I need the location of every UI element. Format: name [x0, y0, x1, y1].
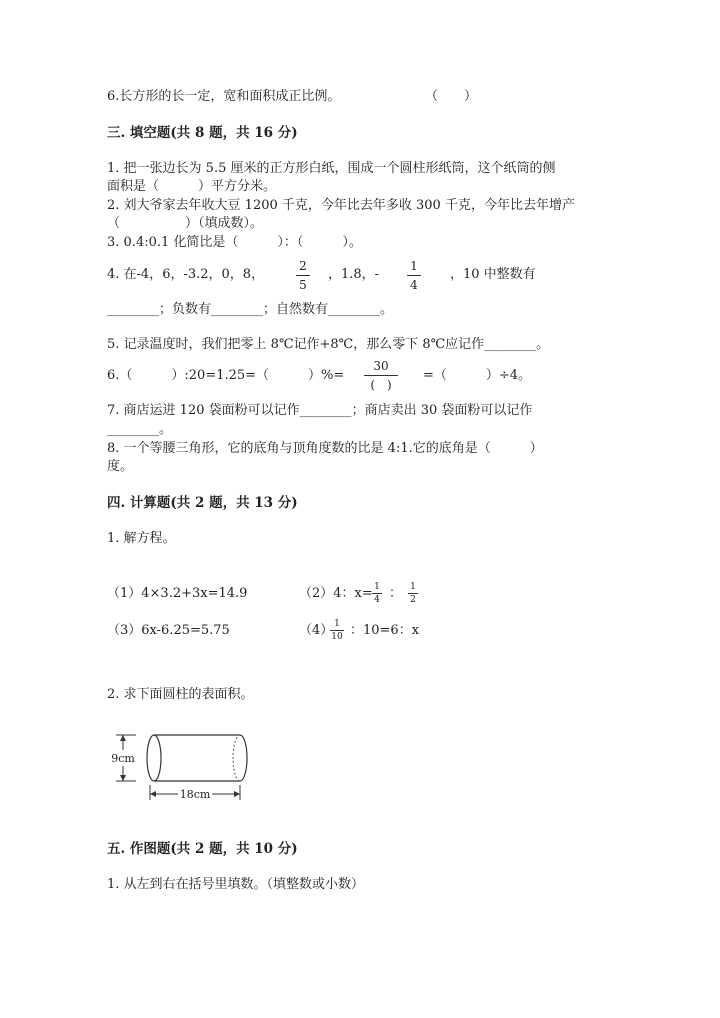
question-text: （ ）（填成数）。	[107, 216, 264, 231]
height-label: 9cm	[111, 752, 135, 765]
fraction	[407, 259, 421, 292]
fraction-denominator: 2	[410, 595, 416, 605]
cylinder-right-face-front	[240, 735, 247, 781]
question-text: ________；负数有________；自然数有________。	[107, 302, 394, 317]
fraction-numerator: 1	[410, 582, 416, 592]
fraction-denominator: ( )	[370, 378, 392, 392]
equation: （1）4×3.2+3x=14.9	[107, 586, 248, 601]
fraction-denominator: 4	[374, 595, 380, 605]
question-text: 7. 商店运进 120 袋面粉可以记作________；商店卖出 30 袋面粉可以记作	[107, 403, 533, 418]
question-text: ________。	[107, 422, 173, 437]
question-text: 1. 从左到右在括号里填数。（填整数或小数）	[107, 877, 365, 892]
cylinder-right-face-hidden	[233, 735, 240, 781]
length-label: 18cm	[179, 788, 211, 801]
question-text: 6.长方形的长一定，宽和面积成正比例。	[107, 89, 341, 104]
fraction-numerator: 30	[373, 359, 389, 373]
question-text: 5. 记录温度时，我们把零上 8℃记作+8℃，那么零下 8℃应记作________。	[107, 337, 550, 352]
question-text: 1. 把一张边长为 5.5 厘米的正方形白纸，围成一个圆柱形纸筒，这个纸筒的侧	[107, 161, 556, 176]
fraction-numerator: 2	[299, 259, 307, 273]
question-text: 2. 刘大爷家去年收大豆 1200 千克，今年比去年多收 300 千克，今年比去年增产	[107, 198, 575, 213]
fraction	[372, 582, 382, 605]
fraction-bar	[364, 375, 398, 376]
answer-paren: （ ）	[425, 89, 478, 104]
fraction	[296, 259, 310, 292]
section-title: 四. 计算题(共 2 题，共 13 分)	[107, 495, 298, 511]
fraction-denominator: 5	[299, 278, 307, 292]
fraction-bar	[372, 593, 382, 594]
equation: （3）6x-6.25=5.75	[107, 623, 230, 638]
question-text: 8. 一个等腰三角形，它的底角与顶角度数的比是 4:1.它的底角是（ ）	[107, 441, 543, 456]
equation: ：	[389, 586, 403, 601]
question-text: =（ ）÷4。	[423, 368, 532, 383]
arrow-head	[120, 775, 126, 781]
section-title: 三. 填空题(共 8 题，共 16 分)	[107, 125, 298, 141]
cylinder-figure	[106, 728, 266, 808]
fraction-numerator: 1	[374, 582, 380, 592]
question-text: 度。	[107, 459, 134, 474]
fraction-numerator: 1	[410, 259, 418, 273]
fraction-denominator: 4	[410, 278, 418, 292]
fraction-bar	[407, 275, 421, 276]
fraction	[408, 582, 418, 605]
question-text: 2. 求下面圆柱的表面积。	[107, 687, 254, 702]
question-text: 面积是（ ）平方分米。	[107, 179, 277, 194]
arrow-head	[234, 791, 240, 797]
fraction-bar	[296, 275, 310, 276]
fraction-numerator: 1	[334, 619, 340, 629]
question-text: 1. 解方程。	[107, 531, 176, 546]
arrow-head	[120, 735, 126, 741]
fraction-bar	[330, 630, 344, 631]
question-text: ，1.8，-	[328, 267, 380, 282]
question-text: 4. 在-4，6，-3.2，0，8，	[107, 267, 265, 282]
question-text: 3. 0.4:0.1 化简比是（ ）：（ ）。	[107, 235, 362, 250]
equation: （4）	[299, 623, 334, 638]
equation: （2）4：x=	[299, 586, 373, 601]
section-title: 五. 作图题(共 2 题，共 10 分)	[107, 841, 298, 857]
equation: ：10=6：x	[350, 623, 420, 638]
fraction-bar	[408, 593, 418, 594]
cylinder-left-face	[147, 735, 161, 781]
fraction	[330, 619, 344, 642]
arrow-head	[150, 791, 156, 797]
question-text: 6.（ ）:20=1.25=（ ）%=	[107, 368, 345, 383]
question-text: ，10 中整数有	[450, 267, 536, 282]
fraction-denominator: 10	[331, 632, 343, 642]
fraction	[364, 359, 398, 392]
